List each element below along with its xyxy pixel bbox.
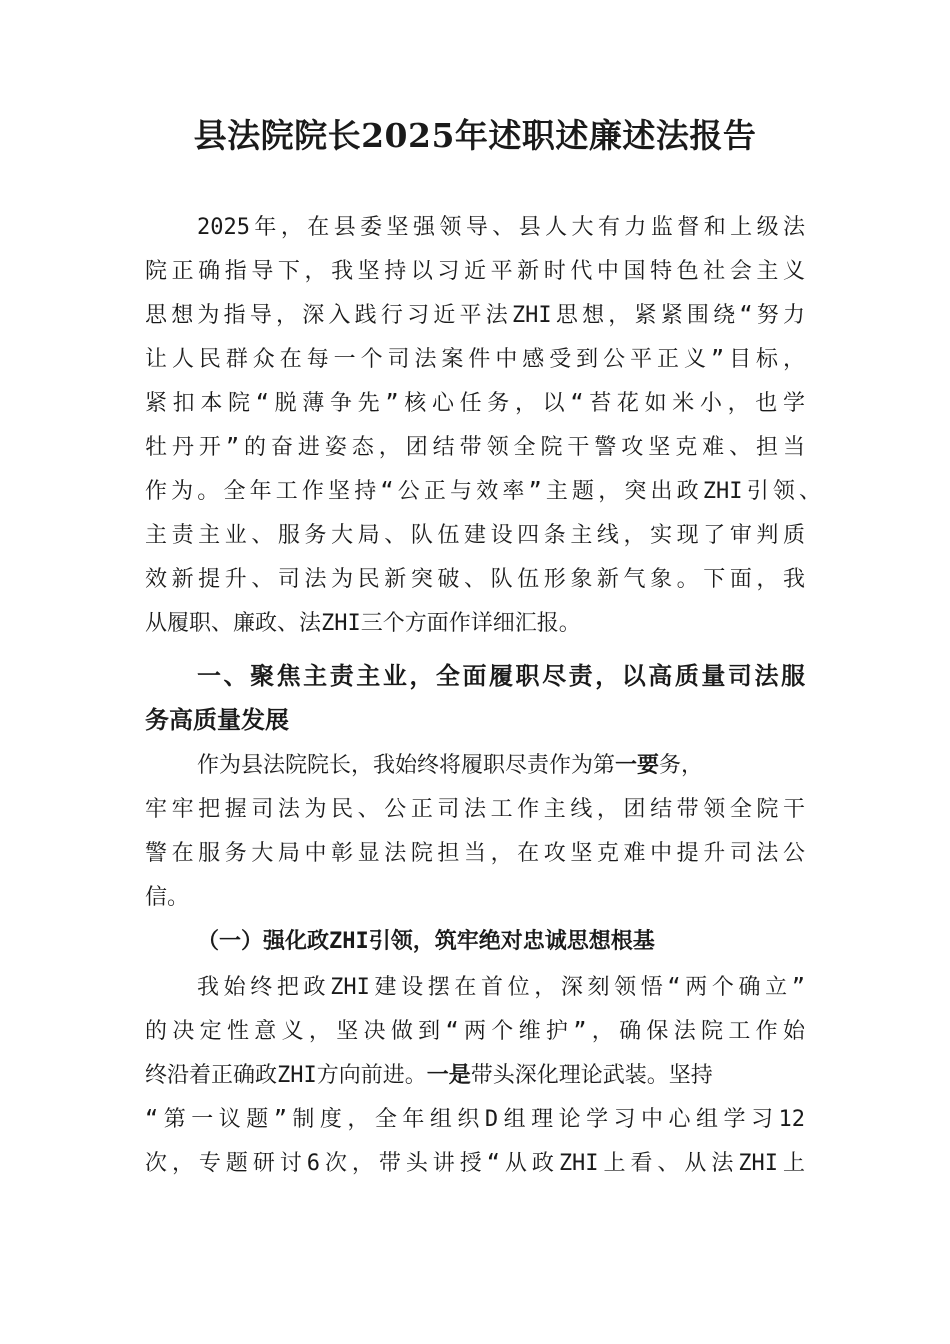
subsection-1-para-text-c: 带头深化理论武装。坚持 <box>470 1063 713 1088</box>
section-1-heading-line-1: 一、聚焦主责主业，全面履职尽责，以高质量司法服 <box>197 662 805 690</box>
intro-line-7: 作为。全年工作坚持“公正与效率”主题，突出政ZHI引领、 <box>145 479 821 504</box>
subsection-1-para-line-2: 的决定性意义，坚决做到“两个维护”，确保法院工作始 <box>145 1019 805 1044</box>
subsection-1-para-line-5: 次，专题研讨6次，带头讲授“从政ZHI上看、从法ZHI上 <box>145 1151 805 1176</box>
section-1-para-line-2: 牢牢把握司法为民、公正司法工作主线，团结带领全院干 <box>145 797 805 822</box>
intro-line-2: 院正确指导下，我坚持以习近平新时代中国特色社会主义 <box>145 259 805 284</box>
subsection-1-para-text-a: 终沿着正确政ZHI方向前进。 <box>145 1063 427 1088</box>
section-1-para-line-3: 警在服务大局中彰显法院担当，在攻坚克难中提升司法公 <box>145 841 805 866</box>
section-1-heading-line-2: 务高质量发展 <box>145 706 289 734</box>
intro-line-3: 思想为指导，深入践行习近平法ZHI思想，紧紧围绕“努力 <box>145 303 805 328</box>
section-1-para-line-4: 信。 <box>145 885 190 910</box>
section-1-para-text-a: 作为县法院院长，我始终将履职尽责作为第 <box>197 753 616 778</box>
section-1-para-emphasis: 一要 <box>615 753 660 778</box>
subsection-1-para-line-1: 我始终把政ZHI建设摆在首位，深刻领悟“两个确立” <box>197 975 805 1000</box>
subsection-1-para-line-4: “第一议题”制度，全年组织D组理论学习中心组学习12 <box>145 1107 805 1132</box>
intro-line-8: 主责主业、服务大局、队伍建设四条主线，实现了审判质 <box>145 523 805 548</box>
subsection-1-para-line-3 <box>145 1054 805 1098</box>
intro-line-6: 牡丹开”的奋进姿态，团结带领全院干警攻坚克难、担当 <box>145 435 805 460</box>
intro-line-10: 从履职、廉政、法ZHI三个方面作详细汇报。 <box>145 611 581 636</box>
section-1-para-text-c: 务， <box>659 753 704 778</box>
intro-line-5: 紧扣本院“脱薄争先”核心任务，以“苔花如米小，也学 <box>145 391 805 416</box>
intro-line-1: 2025年，在县委坚强领导、县人大有力监督和上级法 <box>197 215 805 240</box>
intro-line-4: 让人民群众在每一个司法案件中感受到公平正义”目标， <box>145 347 805 372</box>
section-1-para-line-1 <box>197 744 805 788</box>
intro-line-9: 效新提升、司法为民新突破、队伍形象新气象。下面，我 <box>145 567 805 592</box>
document-title: 县法院院长2025年述职述廉述法报告 <box>193 116 757 155</box>
subsection-1-para-emphasis: 一是 <box>426 1063 471 1088</box>
subsection-1-heading: （一）强化政ZHI引领，筑牢绝对忠诚思想根基 <box>197 929 655 954</box>
